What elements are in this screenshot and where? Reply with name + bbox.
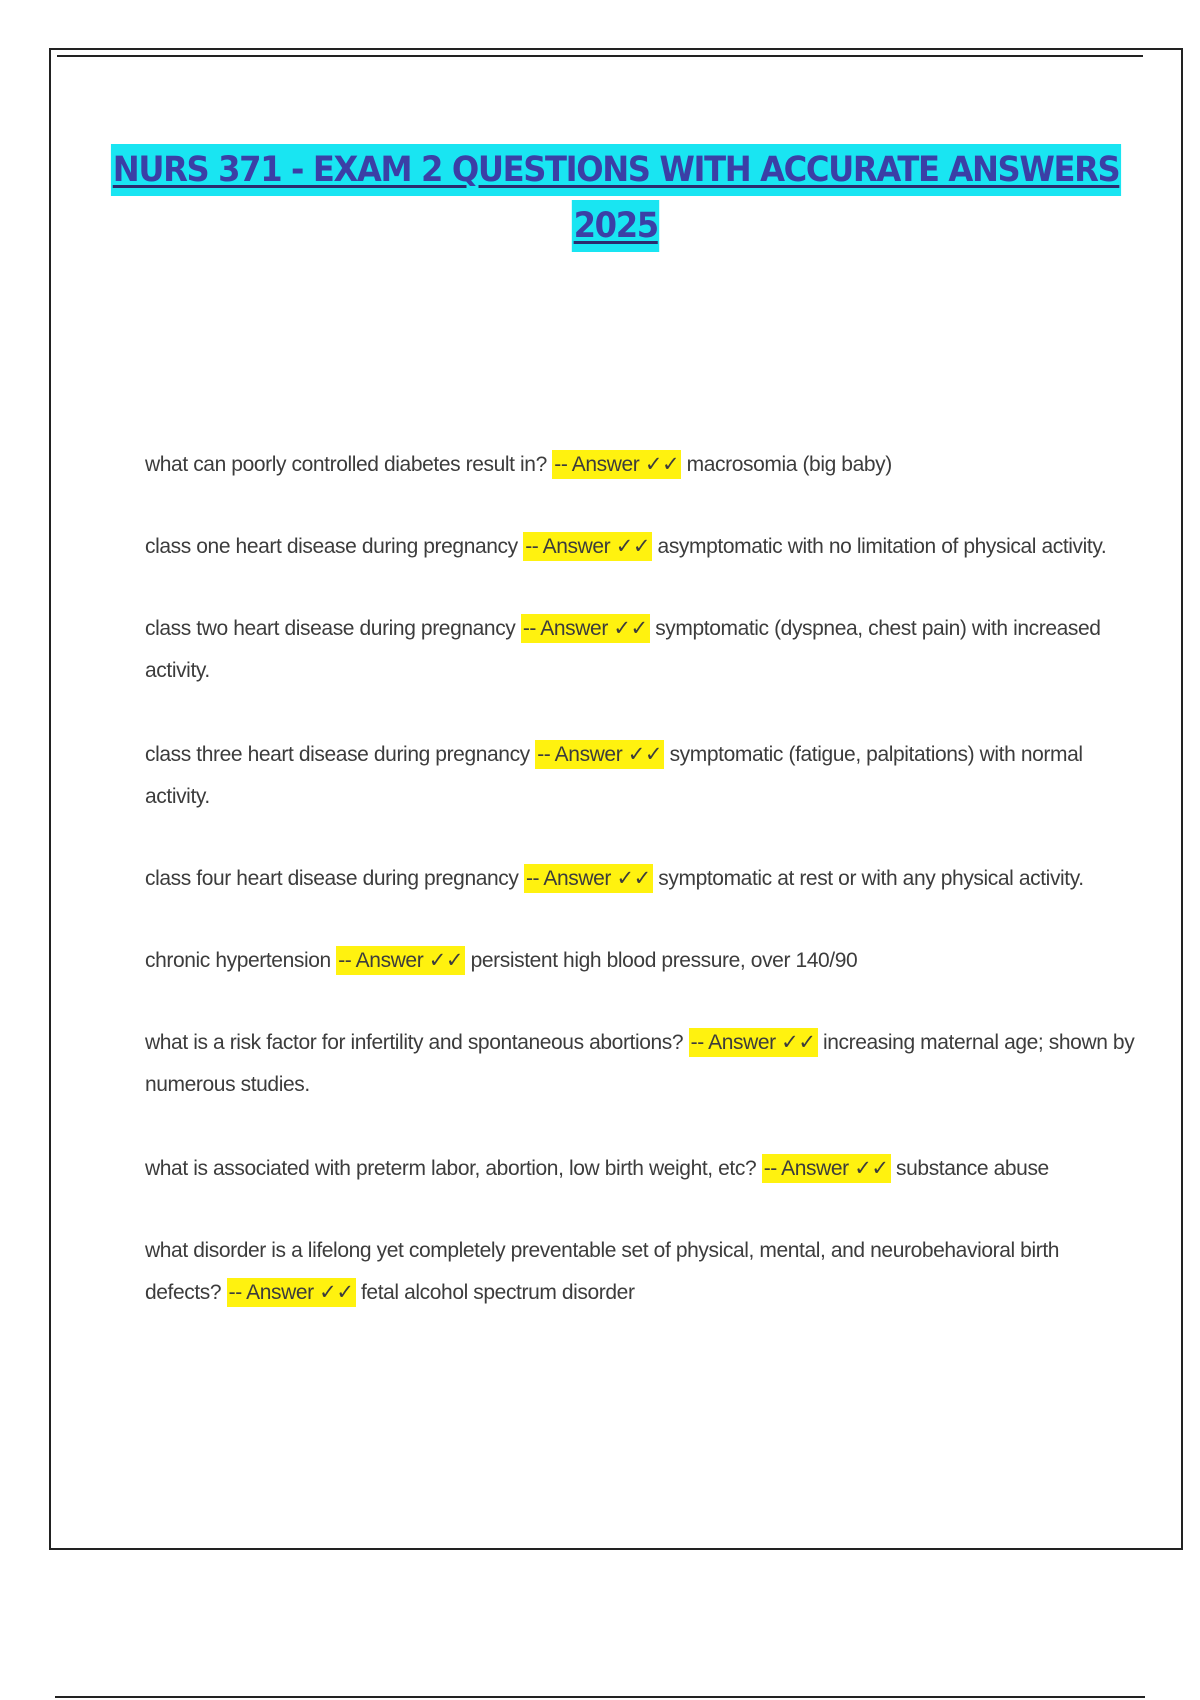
question-text: class two heart disease during pregnancy bbox=[145, 617, 516, 640]
answer-text: substance abuse bbox=[896, 1157, 1049, 1180]
question-text: what disorder is a lifelong yet completely preventable set of physical, mental, and neurobehavioral birth defects? bbox=[145, 1239, 1060, 1304]
answer-text: symptomatic at rest or with any physical activity. bbox=[658, 867, 1084, 890]
qa-item bbox=[145, 1148, 1135, 1190]
qa-list bbox=[145, 444, 1135, 1314]
answer-text: asymptomatic with no limitation of physical activity. bbox=[657, 535, 1107, 558]
answer-text: macrosomia (big baby) bbox=[686, 453, 892, 476]
answer-highlight: -- Answer ✓✓ bbox=[524, 864, 653, 893]
answer-text: persistent high blood pressure, over 140/90 bbox=[470, 949, 858, 972]
bottom-rule bbox=[55, 1696, 1145, 1698]
question-text: class four heart disease during pregnancy bbox=[145, 867, 519, 890]
answer-highlight: -- Answer ✓✓ bbox=[521, 614, 650, 643]
qa-item bbox=[145, 940, 1135, 982]
qa-item bbox=[145, 1022, 1135, 1106]
answer-highlight: -- Answer ✓✓ bbox=[552, 450, 681, 479]
question-text: class three heart disease during pregnancy bbox=[145, 743, 530, 766]
qa-item bbox=[145, 1230, 1135, 1314]
qa-item bbox=[145, 734, 1135, 818]
top-rule bbox=[57, 55, 1143, 57]
answer-highlight: -- Answer ✓✓ bbox=[535, 740, 664, 769]
document-title bbox=[51, 144, 1181, 252]
question-text: chronic hypertension bbox=[145, 949, 331, 972]
answer-text: symptomatic (fatigue, palpitations) with normal activity. bbox=[145, 743, 1083, 808]
question-text: what can poorly controlled diabetes result in? bbox=[145, 453, 547, 476]
qa-item bbox=[145, 608, 1135, 692]
answer-highlight: -- Answer ✓✓ bbox=[689, 1028, 818, 1057]
qa-item bbox=[145, 444, 1135, 486]
question-text: what is associated with preterm labor, abortion, low birth weight, etc? bbox=[145, 1157, 757, 1180]
question-text: class one heart disease during pregnancy bbox=[145, 535, 518, 558]
answer-text: symptomatic (dyspnea, chest pain) with increased activity. bbox=[145, 617, 1101, 682]
qa-item bbox=[145, 858, 1135, 900]
page-border bbox=[49, 48, 1183, 1550]
answer-highlight: -- Answer ✓✓ bbox=[336, 946, 465, 975]
answer-text: increasing maternal age; shown by numerous studies. bbox=[145, 1031, 1135, 1096]
question-text: what is a risk factor for infertility and spontaneous abortions? bbox=[145, 1031, 684, 1054]
answer-highlight: -- Answer ✓✓ bbox=[227, 1278, 356, 1307]
title-line-2: 2025 bbox=[572, 200, 660, 252]
answer-highlight: -- Answer ✓✓ bbox=[523, 532, 652, 561]
answer-highlight: -- Answer ✓✓ bbox=[762, 1154, 891, 1183]
qa-item bbox=[145, 526, 1135, 568]
title-line-1: NURS 371 - EXAM 2 QUESTIONS WITH ACCURATE ANSWERS bbox=[111, 144, 1121, 196]
answer-text: fetal alcohol spectrum disorder bbox=[360, 1281, 635, 1304]
